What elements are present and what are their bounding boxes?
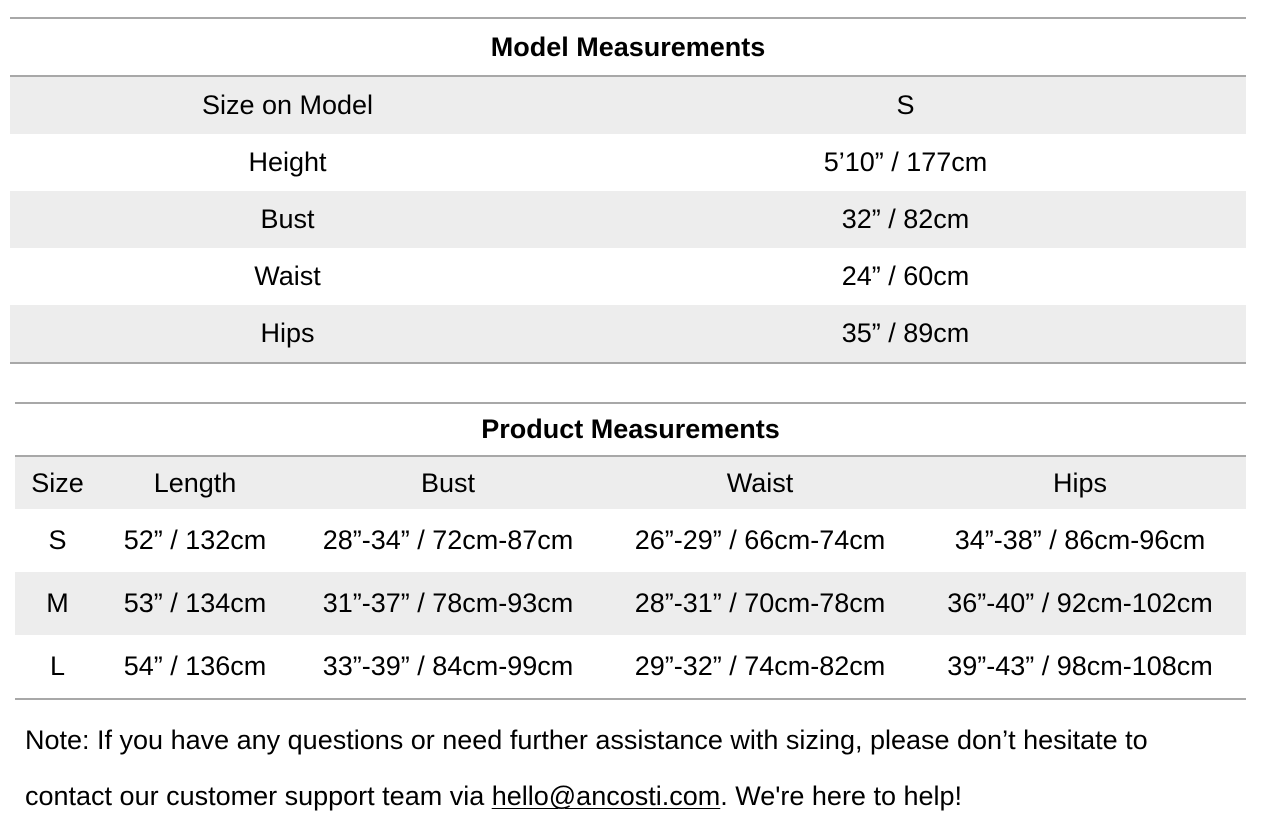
hips-cell: 36”-40” / 92cm-102cm xyxy=(914,572,1246,635)
column-header-size: Size xyxy=(15,456,100,509)
note-line-1: Note: If you have any questions or need further assistance with sizing, please don’t hesitate to xyxy=(25,725,1148,755)
size-cell: S xyxy=(48,525,67,555)
column-header-bust: Bust xyxy=(290,456,606,509)
product-measurements-table xyxy=(15,402,1246,700)
model-value: 32” / 82cm xyxy=(565,191,1246,248)
table-row xyxy=(10,191,1246,248)
support-email-link[interactable]: hello@ancosti.com xyxy=(491,781,721,811)
table-row xyxy=(10,76,1246,134)
table-row xyxy=(15,572,1246,635)
waist-cell: 28”-31” / 70cm-78cm xyxy=(606,572,914,635)
table-row xyxy=(10,248,1246,305)
model-value: S xyxy=(565,76,1246,134)
length-cell: 54” / 136cm xyxy=(123,651,267,681)
hips-cell: 39”-43” / 98cm-108cm xyxy=(947,651,1213,681)
product-title-row xyxy=(15,403,1246,456)
sizing-note xyxy=(25,712,1255,824)
table-row xyxy=(10,305,1246,363)
model-title-row xyxy=(10,18,1246,76)
model-value: 24” / 60cm xyxy=(841,261,970,291)
column-header-waist: Waist xyxy=(606,456,914,509)
product-header-row xyxy=(15,456,1246,509)
note-line-2-prefix: contact our customer support team via xyxy=(25,781,492,811)
model-label: Height xyxy=(248,147,327,177)
length-cell: 53” / 134cm xyxy=(100,572,290,635)
table-row xyxy=(15,509,1246,572)
model-label: Bust xyxy=(10,191,565,248)
model-label: Waist xyxy=(254,261,321,291)
model-label: Hips xyxy=(10,305,565,363)
column-header-hips: Hips xyxy=(914,456,1246,509)
column-header-length: Length xyxy=(100,456,290,509)
model-table-title: Model Measurements xyxy=(10,18,1246,76)
hips-cell: 34”-38” / 86cm-96cm xyxy=(954,525,1206,555)
bust-cell: 33”-39” / 84cm-99cm xyxy=(322,651,574,681)
note-line-2 xyxy=(25,768,1255,824)
model-value: 35” / 89cm xyxy=(565,305,1246,363)
waist-cell: 26”-29” / 66cm-74cm xyxy=(634,525,886,555)
model-value: 5’10” / 177cm xyxy=(823,147,988,177)
bust-cell: 31”-37” / 78cm-93cm xyxy=(290,572,606,635)
table-row xyxy=(15,635,1246,699)
size-cell: M xyxy=(15,572,100,635)
note-line-2-suffix: . We're here to help! xyxy=(720,781,963,811)
model-measurements-table xyxy=(10,17,1246,364)
model-label: Size on Model xyxy=(10,76,565,134)
bust-cell: 28”-34” / 72cm-87cm xyxy=(322,525,574,555)
table-row xyxy=(10,134,1246,191)
waist-cell: 29”-32” / 74cm-82cm xyxy=(634,651,886,681)
size-cell: L xyxy=(49,651,66,681)
length-cell: 52” / 132cm xyxy=(123,525,267,555)
product-table-title: Product Measurements xyxy=(15,403,1246,456)
